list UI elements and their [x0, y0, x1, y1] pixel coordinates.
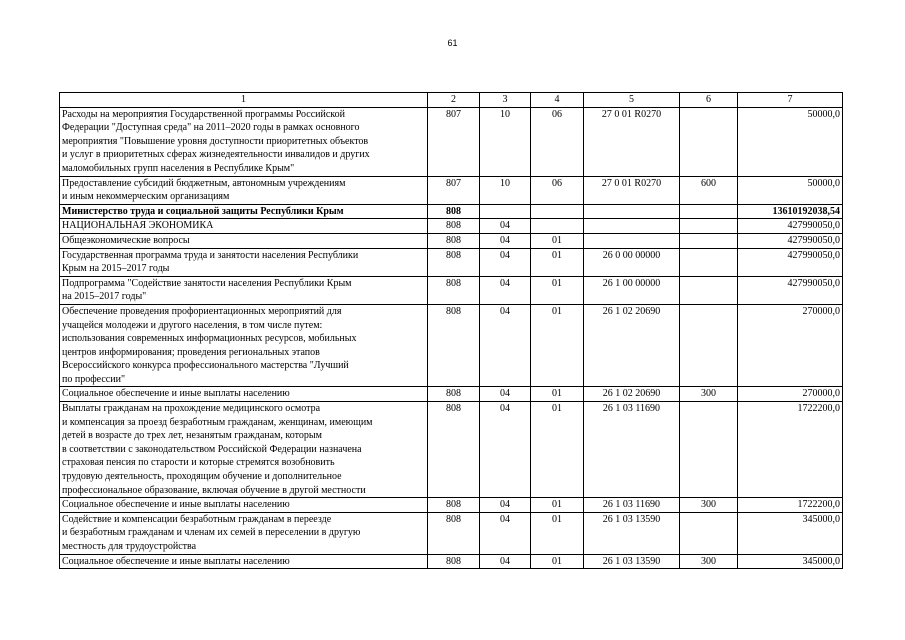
row-name: Общеэкономические вопросы [60, 233, 428, 248]
header-cell: 5 [584, 93, 680, 108]
subsection-code: 01 [531, 304, 584, 387]
subsection-code: 01 [531, 276, 584, 304]
expense-type-code [680, 233, 738, 248]
ministry-code: 808 [428, 219, 480, 234]
subsection-code: 06 [531, 176, 584, 204]
section-code: 04 [480, 498, 531, 513]
section-code: 04 [480, 248, 531, 276]
amount: 427990050,0 [738, 219, 843, 234]
subsection-code: 01 [531, 402, 584, 498]
row-name: Выплаты гражданам на прохождение медицинского осмотра и компенсация за проезд безработным гражданам, женщинам, имеющим детей в возрасте до трех лет, незанятым гражданам, которым в соответствии с законодательством Российской Федерации назначена страховая пенсия по старости и которые стремятся возобновить трудовую деятельность, проходящим обучение и дополнительное профессиональное образование, включая обучение в другой местности [60, 402, 428, 498]
section-code: 04 [480, 304, 531, 387]
amount: 345000,0 [738, 512, 843, 554]
ministry-code: 808 [428, 512, 480, 554]
subsection-code: 01 [531, 233, 584, 248]
ministry-code: 808 [428, 554, 480, 569]
row-name: Расходы на мероприятия Государственной программы Российской Федерации "Доступная среда" на 2011–2020 годы в рамках основного мероприятия "Повышение уровня доступности приоритетных объектов и услуг в приоритетных сферах жизнедеятельности инвалидов и других маломобильных групп населения в Республике Крым" [60, 107, 428, 176]
section-code: 04 [480, 554, 531, 569]
row-name: Социальное обеспечение и иные выплаты населению [60, 498, 428, 513]
row-name: Государственная программа труда и занятости населения Республики Крым на 2015–2017 годы [60, 248, 428, 276]
expense-type-code [680, 276, 738, 304]
subsection-code: 01 [531, 554, 584, 569]
row-name: Предоставление субсидий бюджетным, автономным учреждениям и иным некоммерческим организациям [60, 176, 428, 204]
subsection-code: 01 [531, 498, 584, 513]
table-row [60, 512, 843, 554]
subsection-code: 01 [531, 248, 584, 276]
row-name: Социальное обеспечение и иные выплаты населению [60, 554, 428, 569]
target-article-code: 26 0 00 00000 [584, 248, 680, 276]
ministry-code: 808 [428, 304, 480, 387]
table-row [60, 402, 843, 498]
amount: 427990050,0 [738, 233, 843, 248]
target-article-code: 26 1 03 11690 [584, 402, 680, 498]
row-name: Обеспечение проведения профориентационных мероприятий для учащейся молодежи и другого населения, в том числе путем: использования современных информационных ресурсов, мобильных центров информирования; проведения региональных этапов Всероссийского конкурса профессионального мастерства "Лучший по профессии" [60, 304, 428, 387]
subsection-code: 01 [531, 387, 584, 402]
table-row [60, 498, 843, 513]
table-row [60, 176, 843, 204]
subsection-code: 01 [531, 512, 584, 554]
table-row [60, 204, 843, 219]
ministry-code: 808 [428, 204, 480, 219]
ministry-code: 808 [428, 248, 480, 276]
target-article-code [584, 204, 680, 219]
ministry-code: 807 [428, 107, 480, 176]
expense-type-code: 600 [680, 176, 738, 204]
target-article-code [584, 219, 680, 234]
expense-type-code [680, 402, 738, 498]
ministry-code: 808 [428, 402, 480, 498]
section-code [480, 204, 531, 219]
target-article-code: 26 1 02 20690 [584, 304, 680, 387]
ministry-code: 808 [428, 387, 480, 402]
row-name: Социальное обеспечение и иные выплаты населению [60, 387, 428, 402]
section-code: 04 [480, 233, 531, 248]
ministry-code: 808 [428, 233, 480, 248]
section-code: 04 [480, 402, 531, 498]
amount: 270000,0 [738, 304, 843, 387]
target-article-code [584, 233, 680, 248]
target-article-code: 26 1 00 00000 [584, 276, 680, 304]
section-code: 04 [480, 219, 531, 234]
target-article-code: 26 1 03 11690 [584, 498, 680, 513]
table-row [60, 387, 843, 402]
amount: 50000,0 [738, 107, 843, 176]
row-name: Министерство труда и социальной защиты Республики Крым [60, 204, 428, 219]
table-row [60, 107, 843, 176]
table-row [60, 248, 843, 276]
section-code: 10 [480, 107, 531, 176]
header-cell: 4 [531, 93, 584, 108]
table-row [60, 219, 843, 234]
expense-type-code: 300 [680, 387, 738, 402]
target-article-code: 26 1 03 13590 [584, 554, 680, 569]
header-cell: 3 [480, 93, 531, 108]
table-row [60, 554, 843, 569]
row-name: Содействие и компенсации безработным гражданам в переезде и безработным гражданам и членам их семей в переселении в другую местность для трудоустройства [60, 512, 428, 554]
expense-type-code [680, 512, 738, 554]
table-row [60, 233, 843, 248]
target-article-code: 26 1 02 20690 [584, 387, 680, 402]
amount: 13610192038,54 [738, 204, 843, 219]
expense-type-code [680, 204, 738, 219]
target-article-code: 27 0 01 R0270 [584, 176, 680, 204]
row-name: Подпрограмма "Содействие занятости населения Республики Крым на 2015–2017 годы" [60, 276, 428, 304]
expense-type-code [680, 248, 738, 276]
ministry-code: 807 [428, 176, 480, 204]
section-code: 04 [480, 276, 531, 304]
amount: 427990050,0 [738, 248, 843, 276]
ministry-code: 808 [428, 276, 480, 304]
expense-type-code: 300 [680, 498, 738, 513]
section-code: 04 [480, 387, 531, 402]
section-code: 04 [480, 512, 531, 554]
amount: 270000,0 [738, 387, 843, 402]
amount: 50000,0 [738, 176, 843, 204]
header-row [60, 93, 843, 108]
amount: 427990050,0 [738, 276, 843, 304]
page-number: 61 [447, 38, 458, 48]
section-code: 10 [480, 176, 531, 204]
ministry-code: 808 [428, 498, 480, 513]
amount: 1722200,0 [738, 498, 843, 513]
amount: 1722200,0 [738, 402, 843, 498]
target-article-code: 27 0 01 R0270 [584, 107, 680, 176]
subsection-code [531, 219, 584, 234]
header-cell: 7 [738, 93, 843, 108]
table-row [60, 276, 843, 304]
expense-type-code [680, 219, 738, 234]
header-cell: 6 [680, 93, 738, 108]
header-cell: 1 [60, 93, 428, 108]
expense-type-code: 300 [680, 554, 738, 569]
expense-type-code [680, 304, 738, 387]
amount: 345000,0 [738, 554, 843, 569]
table-row [60, 304, 843, 387]
target-article-code: 26 1 03 13590 [584, 512, 680, 554]
expense-type-code [680, 107, 738, 176]
subsection-code [531, 204, 584, 219]
header-cell: 2 [428, 93, 480, 108]
subsection-code: 06 [531, 107, 584, 176]
row-name: НАЦИОНАЛЬНАЯ ЭКОНОМИКА [60, 219, 428, 234]
budget-table [59, 92, 843, 569]
